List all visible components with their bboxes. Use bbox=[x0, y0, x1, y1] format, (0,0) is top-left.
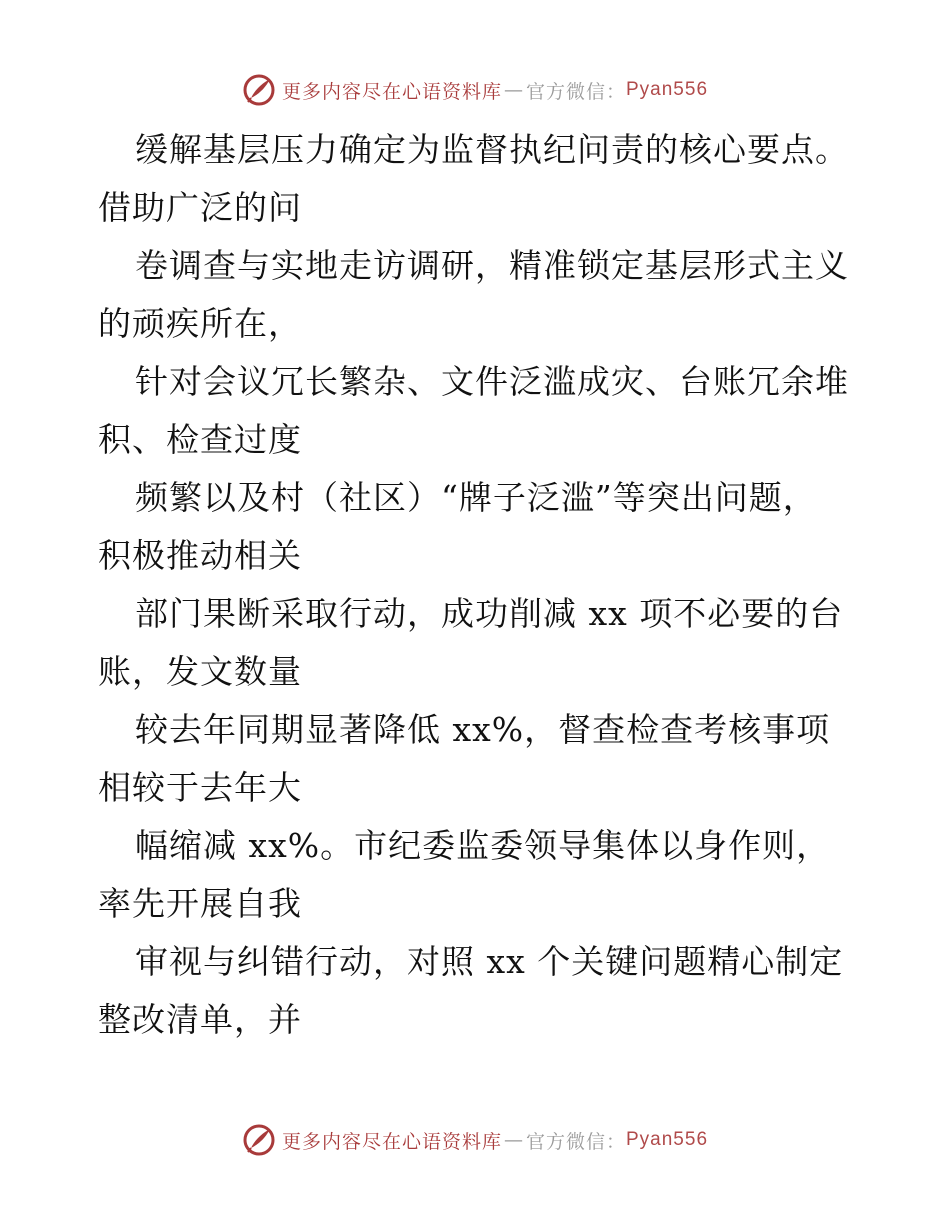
header-watermark bbox=[0, 70, 950, 110]
body-line-4: 的顽疾所在， bbox=[98, 304, 302, 343]
body-line-7: 频繁以及村（社区）“牌子泛滥”等突出问题， bbox=[135, 478, 817, 517]
body-line-14: 率先开展自我 bbox=[98, 884, 302, 923]
banner-dash: — bbox=[503, 79, 524, 101]
feather-pen-circle-icon bbox=[242, 1123, 276, 1157]
banner-account-label: 官方微信： bbox=[525, 80, 626, 103]
body-line-15: 审视与纠错行动，对照 xx 个关键问题精心制定 bbox=[135, 942, 844, 981]
body-line-9: 部门果断采取行动，成功削减 xx 项不必要的台 bbox=[135, 594, 844, 633]
body-line-3: 卷调查与实地走访调研，精准锁定基层形式主义 bbox=[135, 246, 849, 285]
body-line-1: 缓解基层压力确定为监督执纪问责的核心要点。 bbox=[135, 130, 849, 169]
body-line-8: 积极推动相关 bbox=[98, 536, 302, 575]
body-line-11: 较去年同期显著降低 xx%，督查检查考核事项 bbox=[135, 710, 831, 749]
banner-dash: — bbox=[503, 1129, 524, 1151]
banner-brand: 更多内容尽在心语资料库 bbox=[281, 1130, 502, 1153]
body-line-6: 积、检查过度 bbox=[98, 420, 302, 459]
feather-pen-circle-icon bbox=[242, 73, 276, 107]
body-line-13: 幅缩减 xx%。市纪委监委领导集体以身作则， bbox=[135, 826, 831, 865]
body-line-10: 账，发文数量 bbox=[98, 652, 302, 691]
banner-account-label: 官方微信： bbox=[525, 1130, 626, 1153]
body-line-16: 整改清单，并 bbox=[98, 1000, 302, 1039]
banner-account-id: Pyan556 bbox=[626, 79, 709, 100]
document-body bbox=[98, 121, 858, 1049]
body-line-12: 相较于去年大 bbox=[98, 768, 302, 807]
body-line-2: 借助广泛的问 bbox=[98, 188, 302, 227]
banner-account-id: Pyan556 bbox=[626, 1129, 709, 1150]
body-line-5: 针对会议冗长繁杂、文件泛滥成灾、台账冗余堆 bbox=[135, 362, 849, 401]
footer-watermark bbox=[0, 1120, 950, 1160]
banner-brand: 更多内容尽在心语资料库 bbox=[281, 80, 502, 103]
